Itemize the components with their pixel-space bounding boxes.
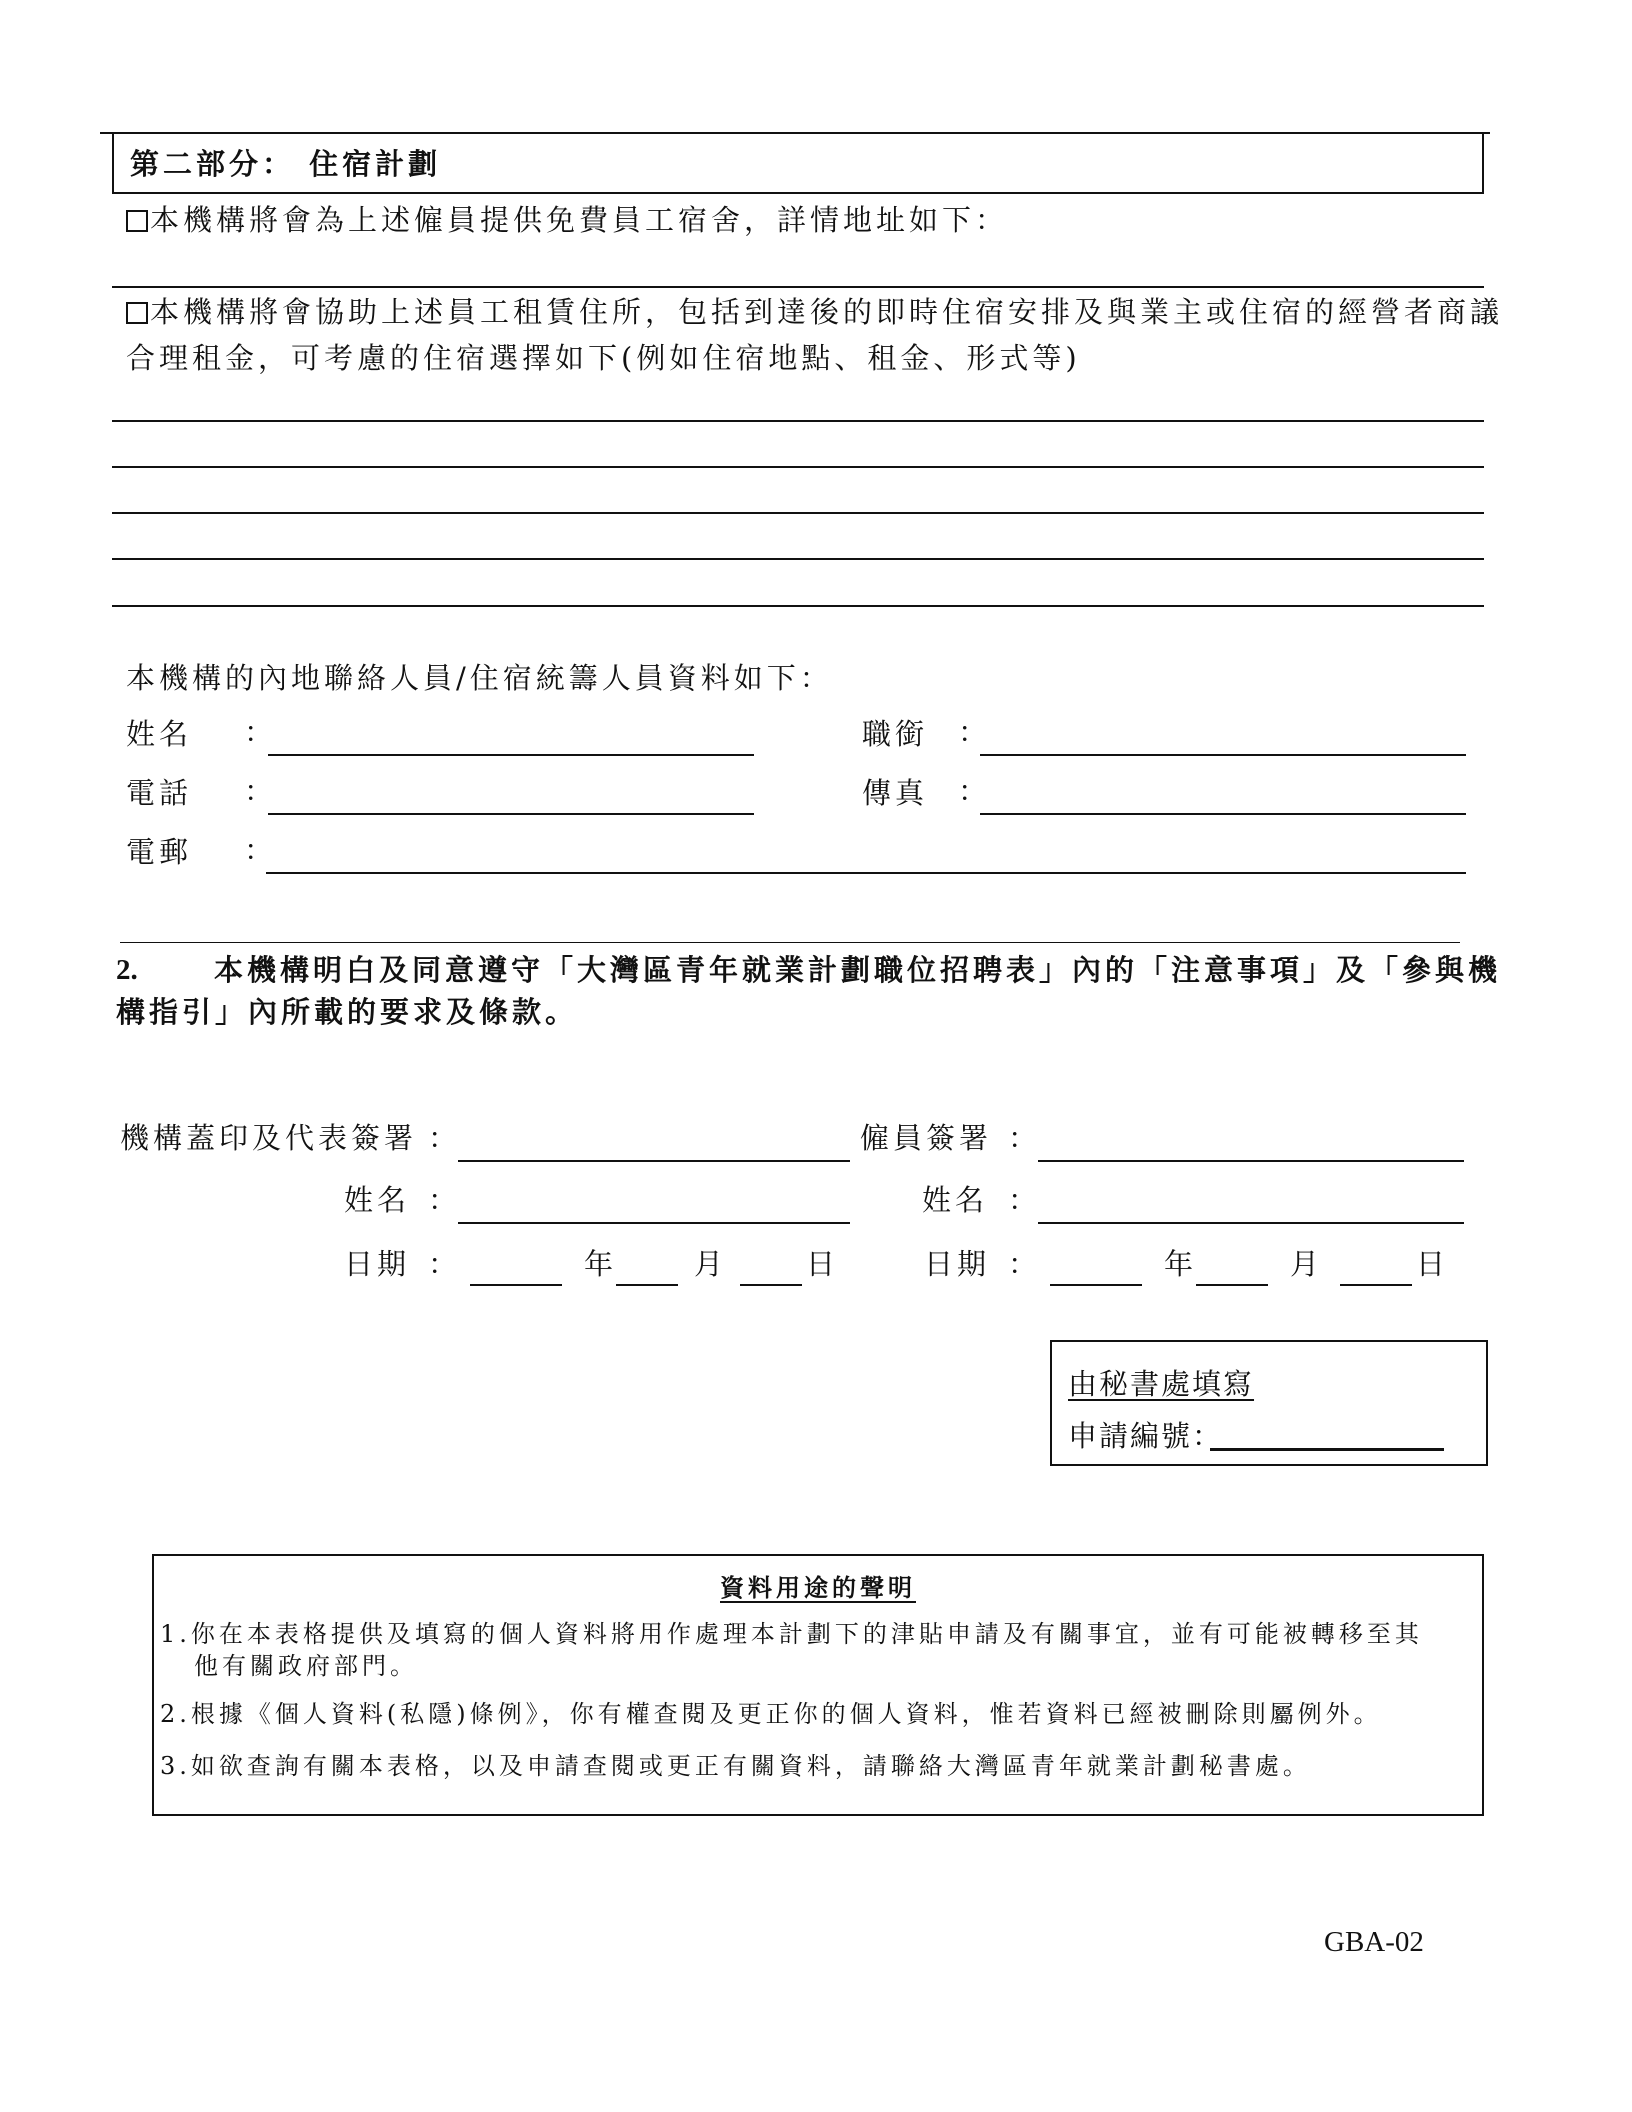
option-rental-assistance [126, 295, 1504, 329]
contact-name-label: 姓名 [126, 717, 193, 751]
org-date-day-field[interactable] [740, 1284, 802, 1286]
answer-line[interactable] [112, 466, 1484, 468]
privacy-item-1-cont: 他有關政府部門。 [194, 1652, 418, 1680]
checkbox[interactable] [126, 210, 148, 232]
org-date-month-field[interactable] [616, 1284, 678, 1286]
contact-email-label: 電郵 [126, 835, 193, 869]
answer-line[interactable] [112, 605, 1484, 607]
org-date-month-label: 月 [694, 1247, 728, 1281]
employee-date-month-label: 月 [1290, 1247, 1324, 1281]
checkbox[interactable] [126, 302, 148, 324]
agreement-line2: 構指引」內所載的要求及條款。 [116, 995, 579, 1029]
contact-email-field[interactable] [266, 872, 1466, 874]
option-free-dormitory-label: 本機構將會為上述僱員提供免費員工宿舍，詳情地址如下： [150, 203, 1009, 237]
employee-date-day-label: 日 [1416, 1247, 1450, 1281]
answer-line[interactable] [112, 420, 1484, 422]
employee-date-label: 日期 [924, 1247, 991, 1281]
agreement-number: 2. [116, 954, 138, 986]
contact-phone-field[interactable] [268, 813, 754, 815]
colon: ： [1008, 1247, 1042, 1281]
section-header-box [112, 132, 1484, 194]
colon: ： [958, 774, 992, 808]
application-number-label: 申請編號： [1068, 1419, 1224, 1453]
org-date-day-label: 日 [806, 1247, 840, 1281]
colon: ： [244, 774, 278, 808]
secretariat-box [1050, 1340, 1488, 1466]
secretariat-title: 由秘書處填寫 [1068, 1367, 1255, 1401]
org-name-field[interactable] [458, 1222, 850, 1224]
contact-phone-label: 電話 [126, 776, 193, 810]
org-date-year-label: 年 [584, 1247, 618, 1281]
org-date-label: 日期 [344, 1247, 411, 1281]
option-free-dormitory [126, 203, 1009, 237]
privacy-item-2: 2.根據《個人資料(私隱)條例》，你有權查閱及更正你的個人資料，惟若資料已經被刪除則屬例外。 [160, 1700, 1382, 1728]
colon: ： [244, 833, 278, 867]
option-rental-assistance-label: 本機構將會協助上述員工租賃住所，包括到達後的即時住宿安排及與業主或住宿的經營者商議 [150, 295, 1504, 329]
org-date-year-field[interactable] [470, 1284, 562, 1286]
option-rental-assistance-line2: 合理租金，可考慮的住宿選擇如下(例如住宿地點、租金、形式等) [126, 341, 1081, 375]
org-name-label: 姓名 [344, 1183, 411, 1217]
agreement-line1: 本機構明白及同意遵守「大灣區青年就業計劃職位招聘表」內的「注意事項」及「參與機 [214, 953, 1502, 987]
colon: ： [1008, 1183, 1042, 1217]
employee-name-label: 姓名 [922, 1183, 989, 1217]
colon: ： [244, 715, 278, 749]
form-code: GBA-02 [1324, 1926, 1424, 1958]
privacy-item-3: 3.如欲查詢有關本表格，以及申請查閱或更正有關資料，請聯絡大灣區青年就業計劃秘書處。 [160, 1752, 1311, 1780]
employee-date-year-field[interactable] [1050, 1284, 1142, 1286]
employee-date-day-field[interactable] [1340, 1284, 1412, 1286]
section-title: 第二部分： 住宿計劃 [130, 147, 442, 181]
address-line[interactable] [112, 286, 1484, 288]
colon: ： [1008, 1121, 1042, 1155]
contact-intro: 本機構的內地聯絡人員/住宿統籌人員資料如下： [126, 661, 833, 695]
contact-title-label: 職銜 [862, 717, 929, 751]
contact-name-field[interactable] [268, 754, 754, 756]
application-number-field[interactable] [1210, 1448, 1444, 1451]
privacy-item-1: 1.你在本表格提供及填寫的個人資料將用作處理本計劃下的津貼申請及有關事宜，並有可能被轉移至其 [160, 1620, 1423, 1648]
privacy-statement-box [152, 1554, 1484, 1816]
answer-line[interactable] [112, 512, 1484, 514]
employee-sign-label: 僱員簽署 [860, 1121, 993, 1155]
colon: ： [958, 715, 992, 749]
answer-line[interactable] [112, 558, 1484, 560]
contact-fax-label: 傳真 [862, 776, 929, 810]
privacy-title: 資料用途的聲明 [720, 1573, 916, 1602]
contact-title-field[interactable] [980, 754, 1466, 756]
employee-date-month-field[interactable] [1196, 1284, 1268, 1286]
employee-name-field[interactable] [1038, 1222, 1464, 1224]
contact-fax-field[interactable] [980, 813, 1466, 815]
colon: ： [428, 1121, 462, 1155]
colon: ： [428, 1183, 462, 1217]
org-sign-field[interactable] [458, 1160, 850, 1162]
employee-sign-field[interactable] [1038, 1160, 1464, 1162]
section-divider [120, 942, 1460, 943]
org-sign-label: 機構蓋印及代表簽署 [120, 1121, 418, 1155]
colon: ： [428, 1247, 462, 1281]
employee-date-year-label: 年 [1164, 1247, 1198, 1281]
